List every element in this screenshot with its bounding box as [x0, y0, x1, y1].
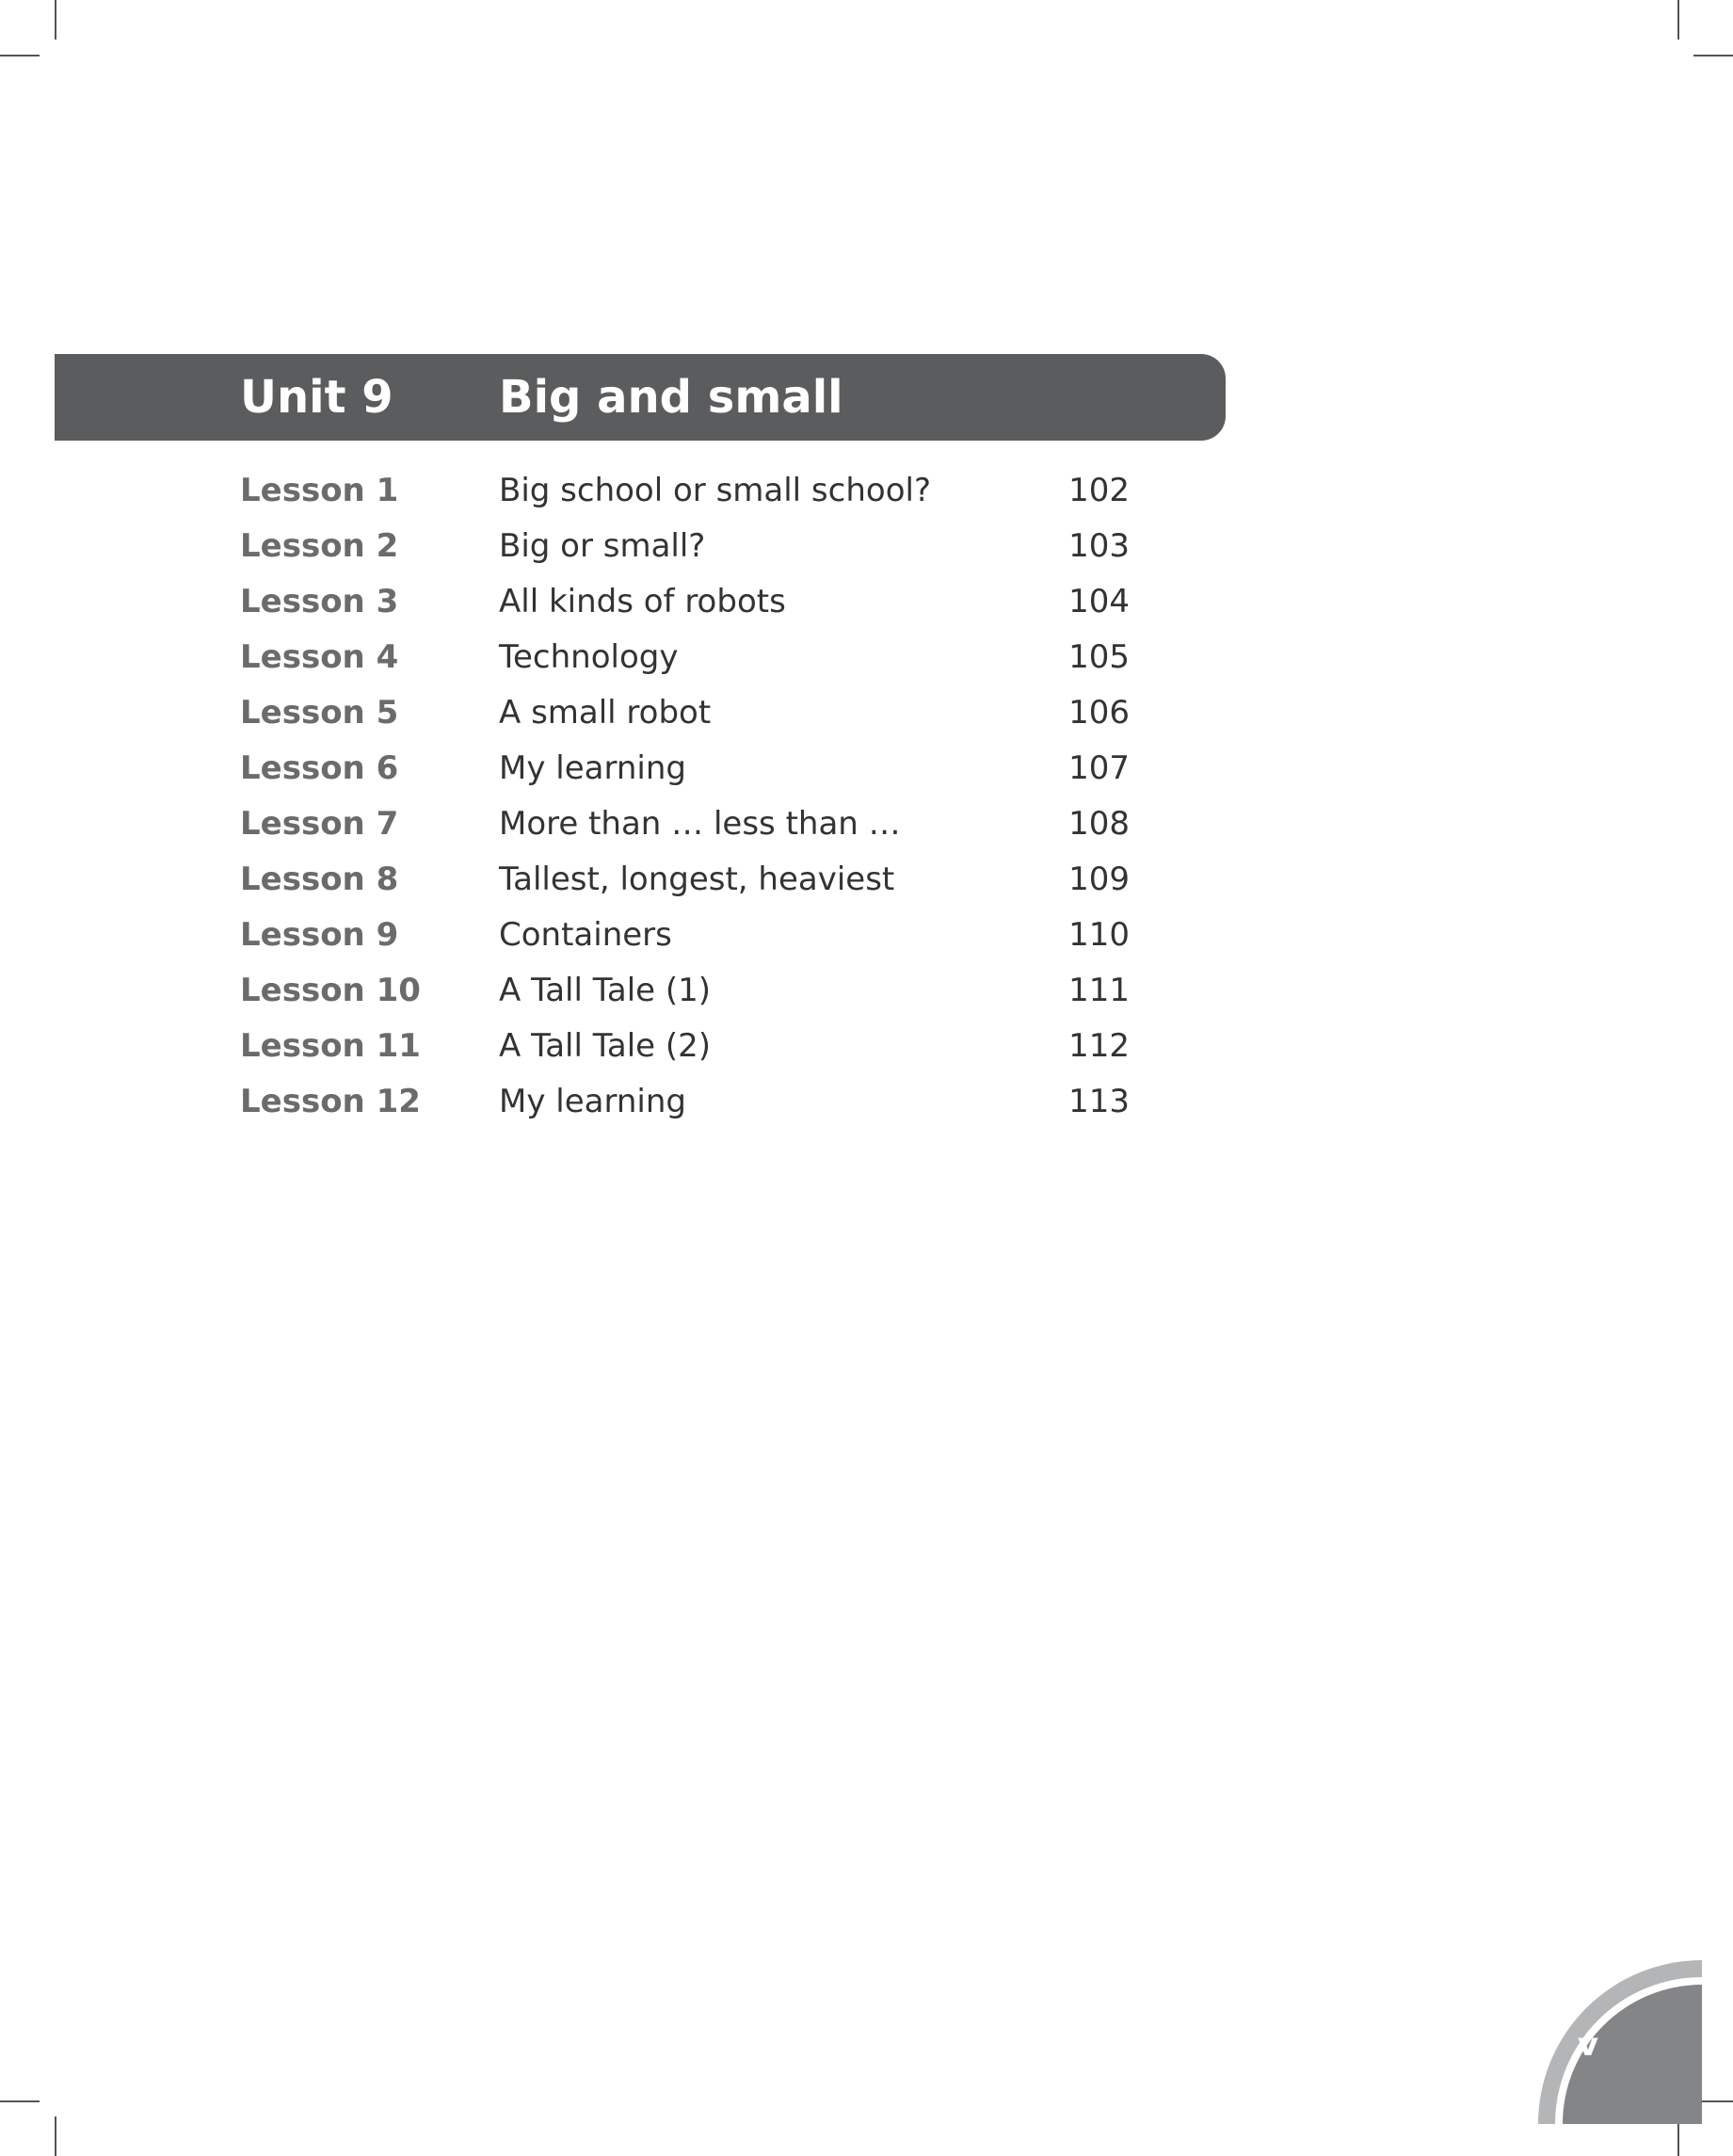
lesson-label: Lesson 9 [240, 916, 399, 954]
lesson-row[interactable] [0, 1021, 1733, 1076]
lesson-page-number: 108 [1068, 805, 1130, 843]
lesson-title: Big school or small school? [499, 472, 931, 509]
lesson-page-number: 103 [1068, 527, 1130, 565]
crop-mark-top-right-horizontal [1693, 55, 1733, 56]
lesson-title: Technology [499, 638, 679, 676]
lesson-page-number: 110 [1068, 916, 1130, 954]
lesson-row[interactable] [0, 965, 1733, 1021]
lesson-page-number: 102 [1068, 472, 1130, 509]
lesson-title: My learning [499, 749, 686, 787]
lesson-title: A Tall Tale (1) [499, 972, 712, 1009]
lesson-label: Lesson 2 [240, 527, 399, 565]
lesson-page-number: 107 [1068, 749, 1130, 787]
lesson-title: Tallest, longest, heaviest [499, 861, 895, 898]
crop-mark-top-right-vertical [1677, 0, 1679, 40]
lesson-title: Big or small? [499, 527, 706, 565]
lesson-label: Lesson 6 [240, 749, 399, 787]
lesson-row[interactable] [0, 1076, 1733, 1132]
unit-number: Unit 9 [240, 371, 393, 424]
lesson-label: Lesson 4 [240, 638, 399, 676]
page-number: v [1577, 2026, 1599, 2064]
lesson-label: Lesson 8 [240, 861, 399, 898]
lesson-row[interactable] [0, 854, 1733, 909]
lesson-list [0, 465, 1733, 1132]
crop-mark-bottom-left-horizontal [0, 2100, 40, 2102]
lesson-row[interactable] [0, 465, 1733, 521]
lesson-label: Lesson 3 [240, 583, 399, 620]
lesson-page-number: 109 [1068, 861, 1130, 898]
lesson-label: Lesson 5 [240, 694, 399, 732]
crop-mark-bottom-left-vertical [55, 2116, 56, 2156]
unit-header-bar [55, 354, 1226, 441]
lesson-row[interactable] [0, 521, 1733, 576]
lesson-label: Lesson 1 [240, 472, 399, 509]
lesson-page-number: 104 [1068, 583, 1130, 620]
lesson-row[interactable] [0, 743, 1733, 798]
lesson-title: All kinds of robots [499, 583, 786, 620]
crop-mark-top-left-vertical [55, 0, 56, 40]
lesson-row[interactable] [0, 576, 1733, 632]
lesson-row[interactable] [0, 687, 1733, 743]
lesson-title: A small robot [499, 694, 712, 732]
lesson-title: A Tall Tale (2) [499, 1027, 712, 1065]
lesson-row[interactable] [0, 909, 1733, 965]
lesson-label: Lesson 10 [240, 972, 421, 1009]
unit-title: Big and small [499, 371, 843, 424]
lesson-title: My learning [499, 1083, 686, 1120]
lesson-page-number: 105 [1068, 638, 1130, 676]
lesson-title: Containers [499, 916, 672, 954]
lesson-page-number: 113 [1068, 1083, 1130, 1120]
lesson-label: Lesson 7 [240, 805, 399, 843]
lesson-page-number: 112 [1068, 1027, 1130, 1065]
lesson-title: More than … less than … [499, 805, 901, 843]
lesson-label: Lesson 12 [240, 1083, 421, 1120]
lesson-label: Lesson 11 [240, 1027, 421, 1065]
page-number-tab [1536, 1958, 1702, 2124]
lesson-row[interactable] [0, 798, 1733, 854]
crop-mark-top-left-horizontal [0, 55, 40, 56]
lesson-row[interactable] [0, 632, 1733, 687]
lesson-page-number: 111 [1068, 972, 1130, 1009]
lesson-page-number: 106 [1068, 694, 1130, 732]
